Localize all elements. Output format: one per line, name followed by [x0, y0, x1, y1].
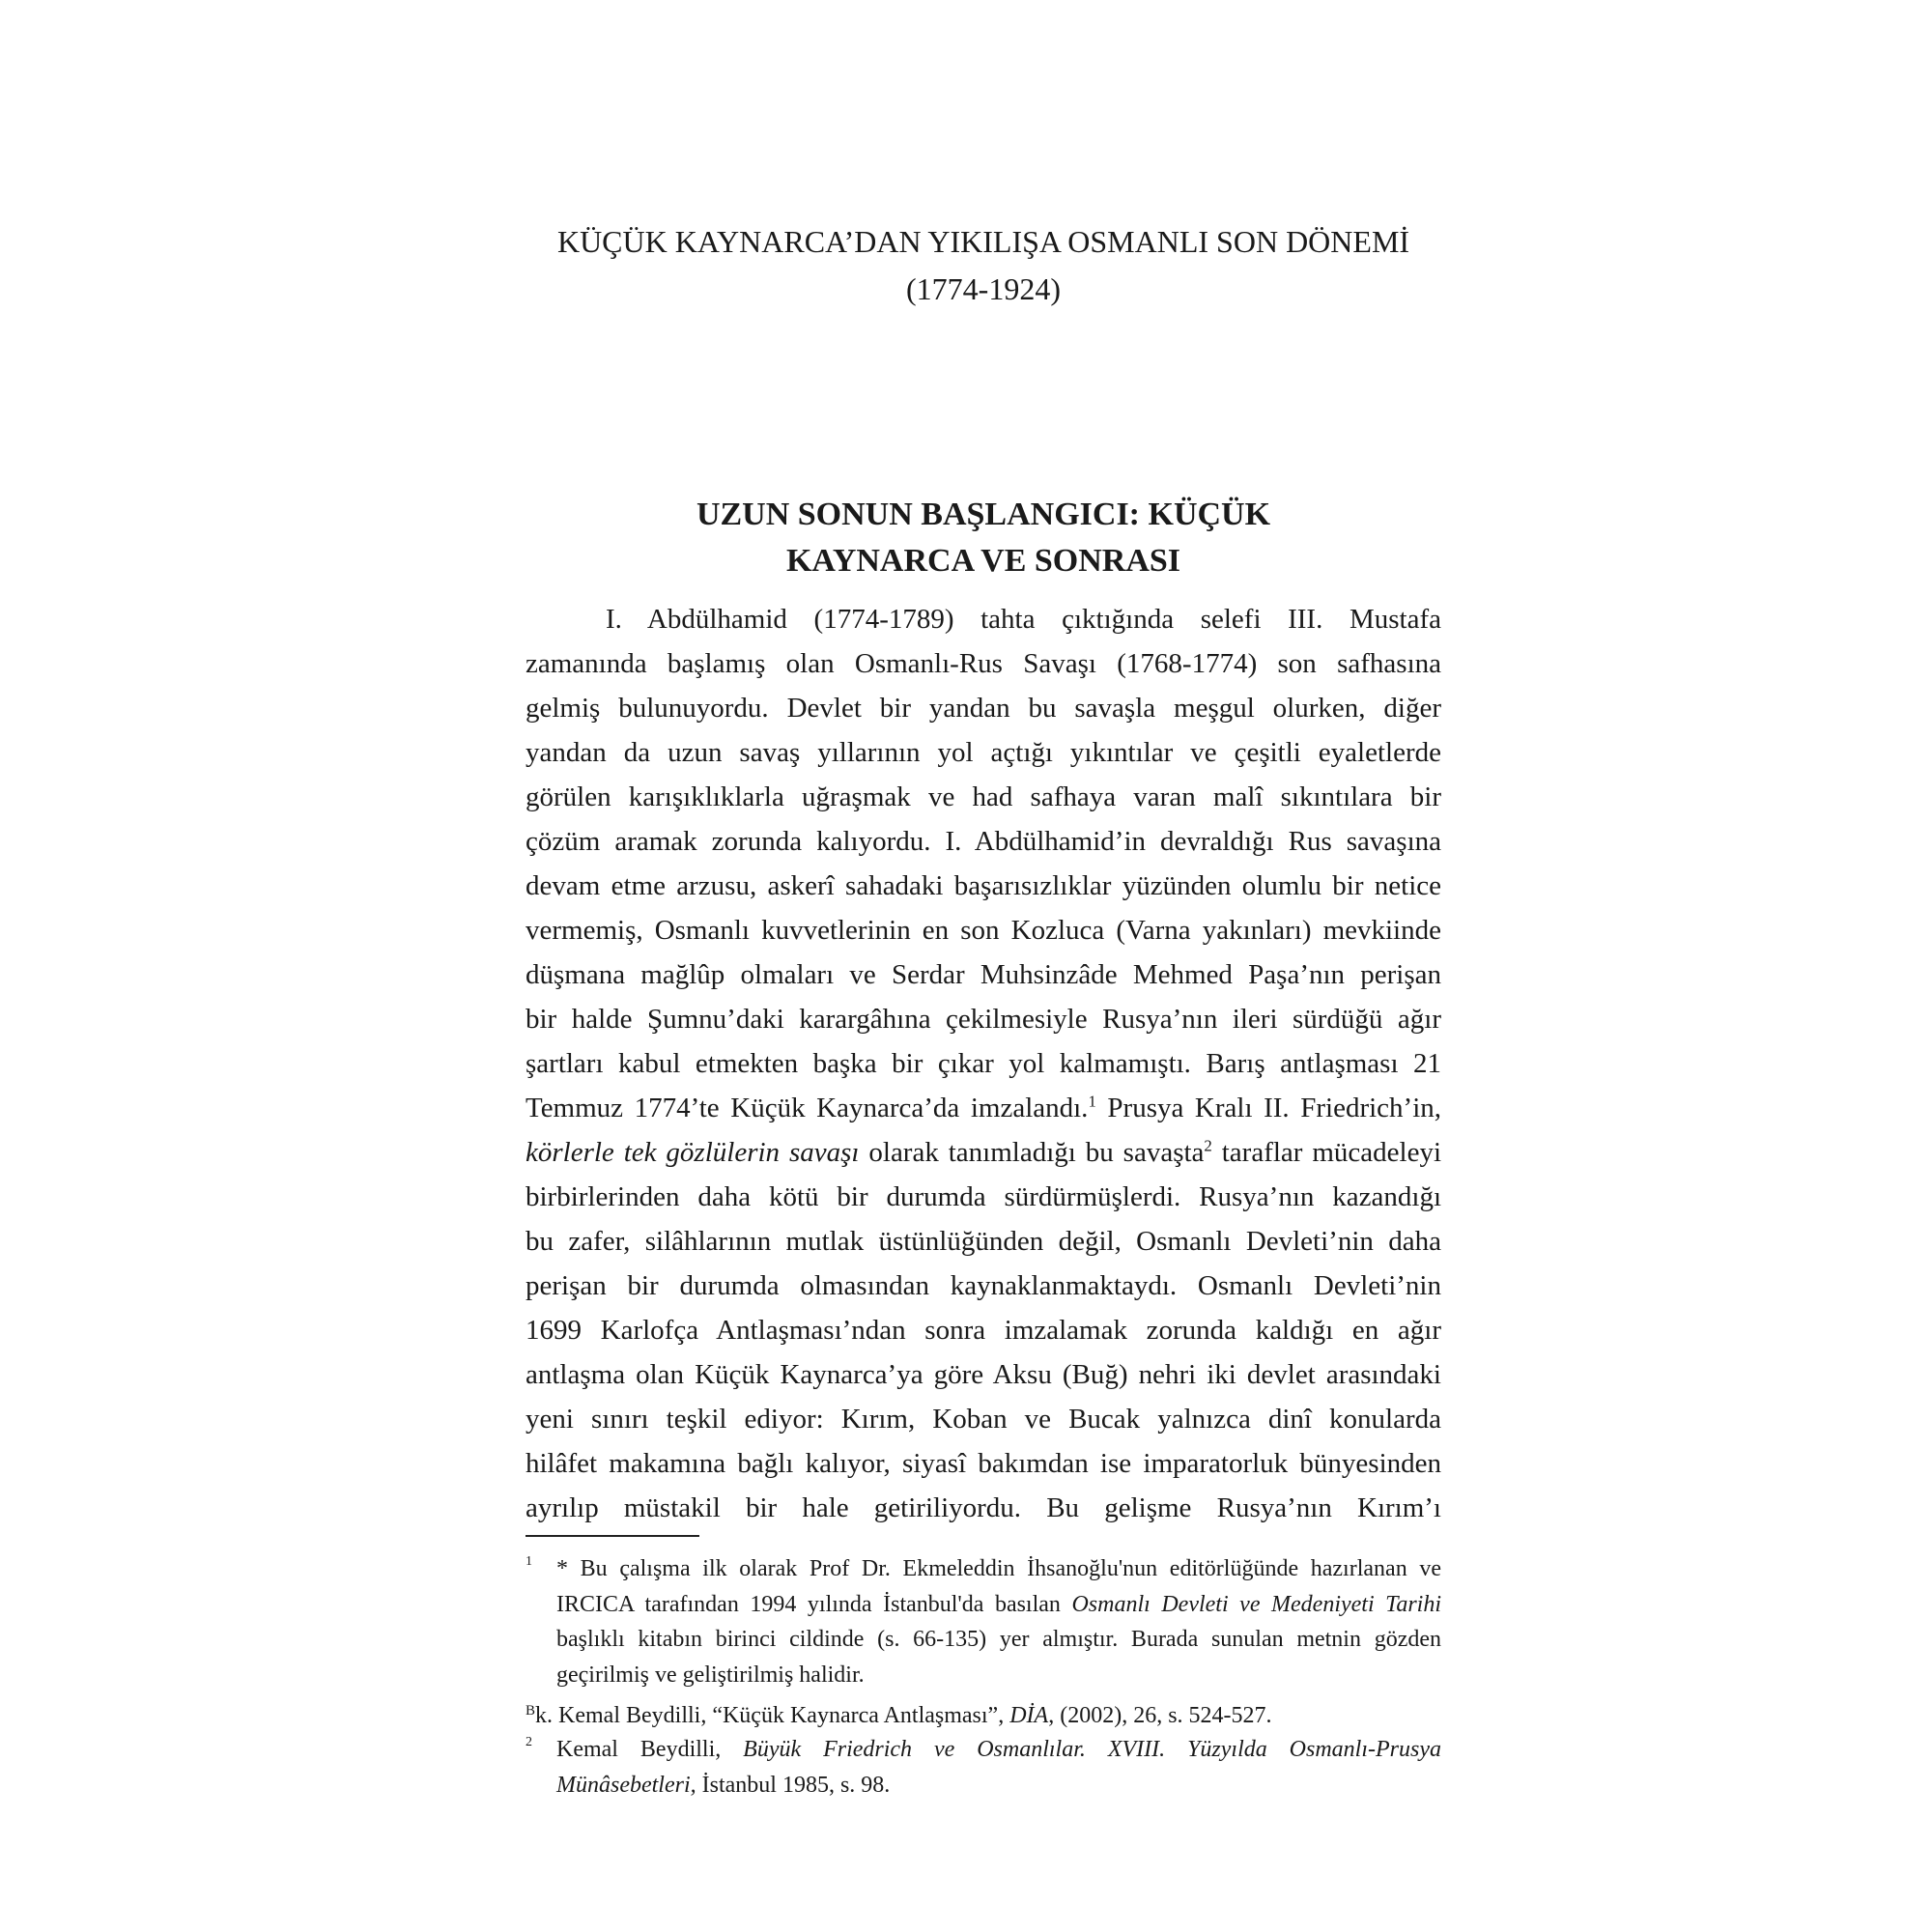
body-line: ayrılıp müstakil bir hale getiriliyordu. Bu gelişme Rusya’nın Kırım’ı [526, 1492, 1441, 1523]
body-line: yandan da uzun savaş yıllarının yol açtığı yıkıntılar ve çeşitli eyaletlerde [526, 737, 1441, 768]
body-line: antlaşma olan Küçük Kaynarca’ya göre Aksu (Buğ) nehri iki devlet arasındaki [526, 1359, 1441, 1390]
footnote-reference-1: 1 [1088, 1092, 1096, 1111]
body-line: perişan bir durumda olmasından kaynaklanmaktaydı. Osmanlı Devleti’nin [526, 1270, 1441, 1301]
body-line [526, 1130, 1441, 1175]
body-line: birbirlerinden daha kötü bir durumda sürdürmüşlerdi. Rusya’nın kazandığı [526, 1181, 1441, 1212]
footnote-text [556, 1551, 1441, 1692]
body-line: zamanında başlamış olan Osmanlı-Rus Savaşı (1768-1774) son safhasına [526, 648, 1441, 679]
section-heading-line: UZUN SONUN BAŞLANGICI: KÜÇÜK [696, 497, 1271, 532]
body-line [526, 1086, 1441, 1130]
footnote-text [556, 1732, 1441, 1803]
body-line: hilâfet makamına bağlı kalıyor, siyasî bakımdan ise imparatorluk bünyesinden [526, 1448, 1441, 1479]
footnote-line: geçirilmiş ve geliştirilmiş halidir. [556, 1662, 865, 1688]
italic-phrase: körlerle tek gözlülerin savaşı [526, 1137, 860, 1168]
body-line: devam etme arzusu, askerî sahadaki başarısızlıklar yüzünden olumlu bir netice [526, 870, 1441, 901]
footnote-line-text: IRCICA tarafından 1994 yılında İstanbul'da basılan [556, 1591, 1072, 1617]
footnote-line [556, 1587, 1441, 1623]
footnote-line [556, 1768, 1441, 1804]
footnote-marker: 1 [526, 1554, 532, 1569]
section-heading-line: KAYNARCA VE SONRASI [785, 543, 1181, 579]
footnote-2 [526, 1732, 1441, 1803]
footnote-reference-2: 2 [1204, 1136, 1212, 1155]
body-line: 1699 Karlofça Antlaşması’ndan sonra imzalamak zorunda kaldığı en ağır [526, 1315, 1441, 1346]
body-line: gelmiş bulunuyordu. Devlet bir yandan bu savaşla meşgul olurken, diğer [526, 693, 1441, 724]
section-heading [526, 492, 1441, 584]
book-title-italic: Büyük Friedrich ve Osmanlılar. XVIII. Yüzyılda Osmanlı-Prusya [743, 1737, 1441, 1762]
body-line: çözüm aramak zorunda kalıyordu. I. Abdülhamid’in devraldığı Rus savaşına [526, 826, 1441, 857]
footnote-marker: 2 [526, 1735, 532, 1749]
book-title-italic: Münâsebetleri, [556, 1772, 696, 1798]
body-line: şartları kabul etmekten başka bir çıkar yol kalmamıştı. Barış antlaşması 21 [526, 1048, 1441, 1079]
body-line-text: olarak tanımladığı bu savaşta [859, 1137, 1205, 1168]
footnote-line-text: Kemal Beydilli, [556, 1737, 744, 1762]
body-line: vermemiş, Osmanlı kuvvetlerinin en son Kozluca (Varna yakınları) mevkiinde [526, 915, 1441, 946]
footnote-line [556, 1732, 1441, 1768]
footnote-superscript: B [526, 1703, 536, 1719]
body-line: yeni sınırı teşkil ediyor: Kırım, Koban ve Bucak yalnızca dinî konularda [526, 1404, 1441, 1435]
footnote-bk [526, 1698, 1441, 1734]
footnote-line: * Bu çalışma ilk olarak Prof Dr. Ekmeleddin İhsanoğlu'nun editörlüğünde hazırlanan ve [556, 1556, 1441, 1581]
body-line-text: Prusya Kralı II. Friedrich’in, [1095, 1093, 1441, 1123]
footnote-line [526, 1698, 1441, 1734]
body-line: bu zafer, silâhlarının mutlak üstünlüğünden değil, Osmanlı Devleti’nin daha [526, 1226, 1441, 1257]
body-line-text: taraflar mücadeleyi [1211, 1137, 1442, 1168]
footnote-line-text: İstanbul 1985, s. 98. [696, 1772, 891, 1798]
running-title-dates: (1774-1924) [906, 271, 1061, 306]
running-title-line: KÜÇÜK KAYNARCA’DAN YIKILIŞA OSMANLI SON DÖNEMİ [556, 224, 1410, 259]
body-line: düşmana mağlûp olmaları ve Serdar Muhsinzâde Mehmed Paşa’nın perişan [526, 959, 1441, 990]
footnote-line: başlıklı kitabın birinci cildinde (s. 66-135) yer almıştır. Burada sunulan metnin gözden [556, 1627, 1441, 1652]
footnote-line-text: k. Kemal Beydilli, “Küçük Kaynarca Antlaşması”, [535, 1703, 1010, 1728]
running-title [526, 218, 1441, 313]
footnote-1 [526, 1551, 1441, 1692]
body-line: bir halde Şumnu’daki karargâhına çekilmesiyle Rusya’nın ileri sürdüğü ağır [526, 1004, 1441, 1035]
body-line-text: Temmuz 1774’te Küçük Kaynarca’da imzalandı. [526, 1093, 1089, 1123]
body-text [526, 597, 1441, 1530]
footnote-rule [526, 1535, 699, 1537]
book-title-italic: Osmanlı Devleti ve Medeniyeti Tarihi [1071, 1591, 1441, 1617]
source-title-italic: DİA [1009, 1703, 1049, 1728]
footnote-line-text: , (2002), 26, s. 524-527. [1048, 1703, 1272, 1728]
body-line: I. Abdülhamid (1774-1789) tahta çıktığında selefi III. Mustafa [606, 604, 1441, 635]
body-line: görülen karışıklıklarla uğraşmak ve had safhaya varan malî sıkıntılara bir [526, 781, 1441, 812]
